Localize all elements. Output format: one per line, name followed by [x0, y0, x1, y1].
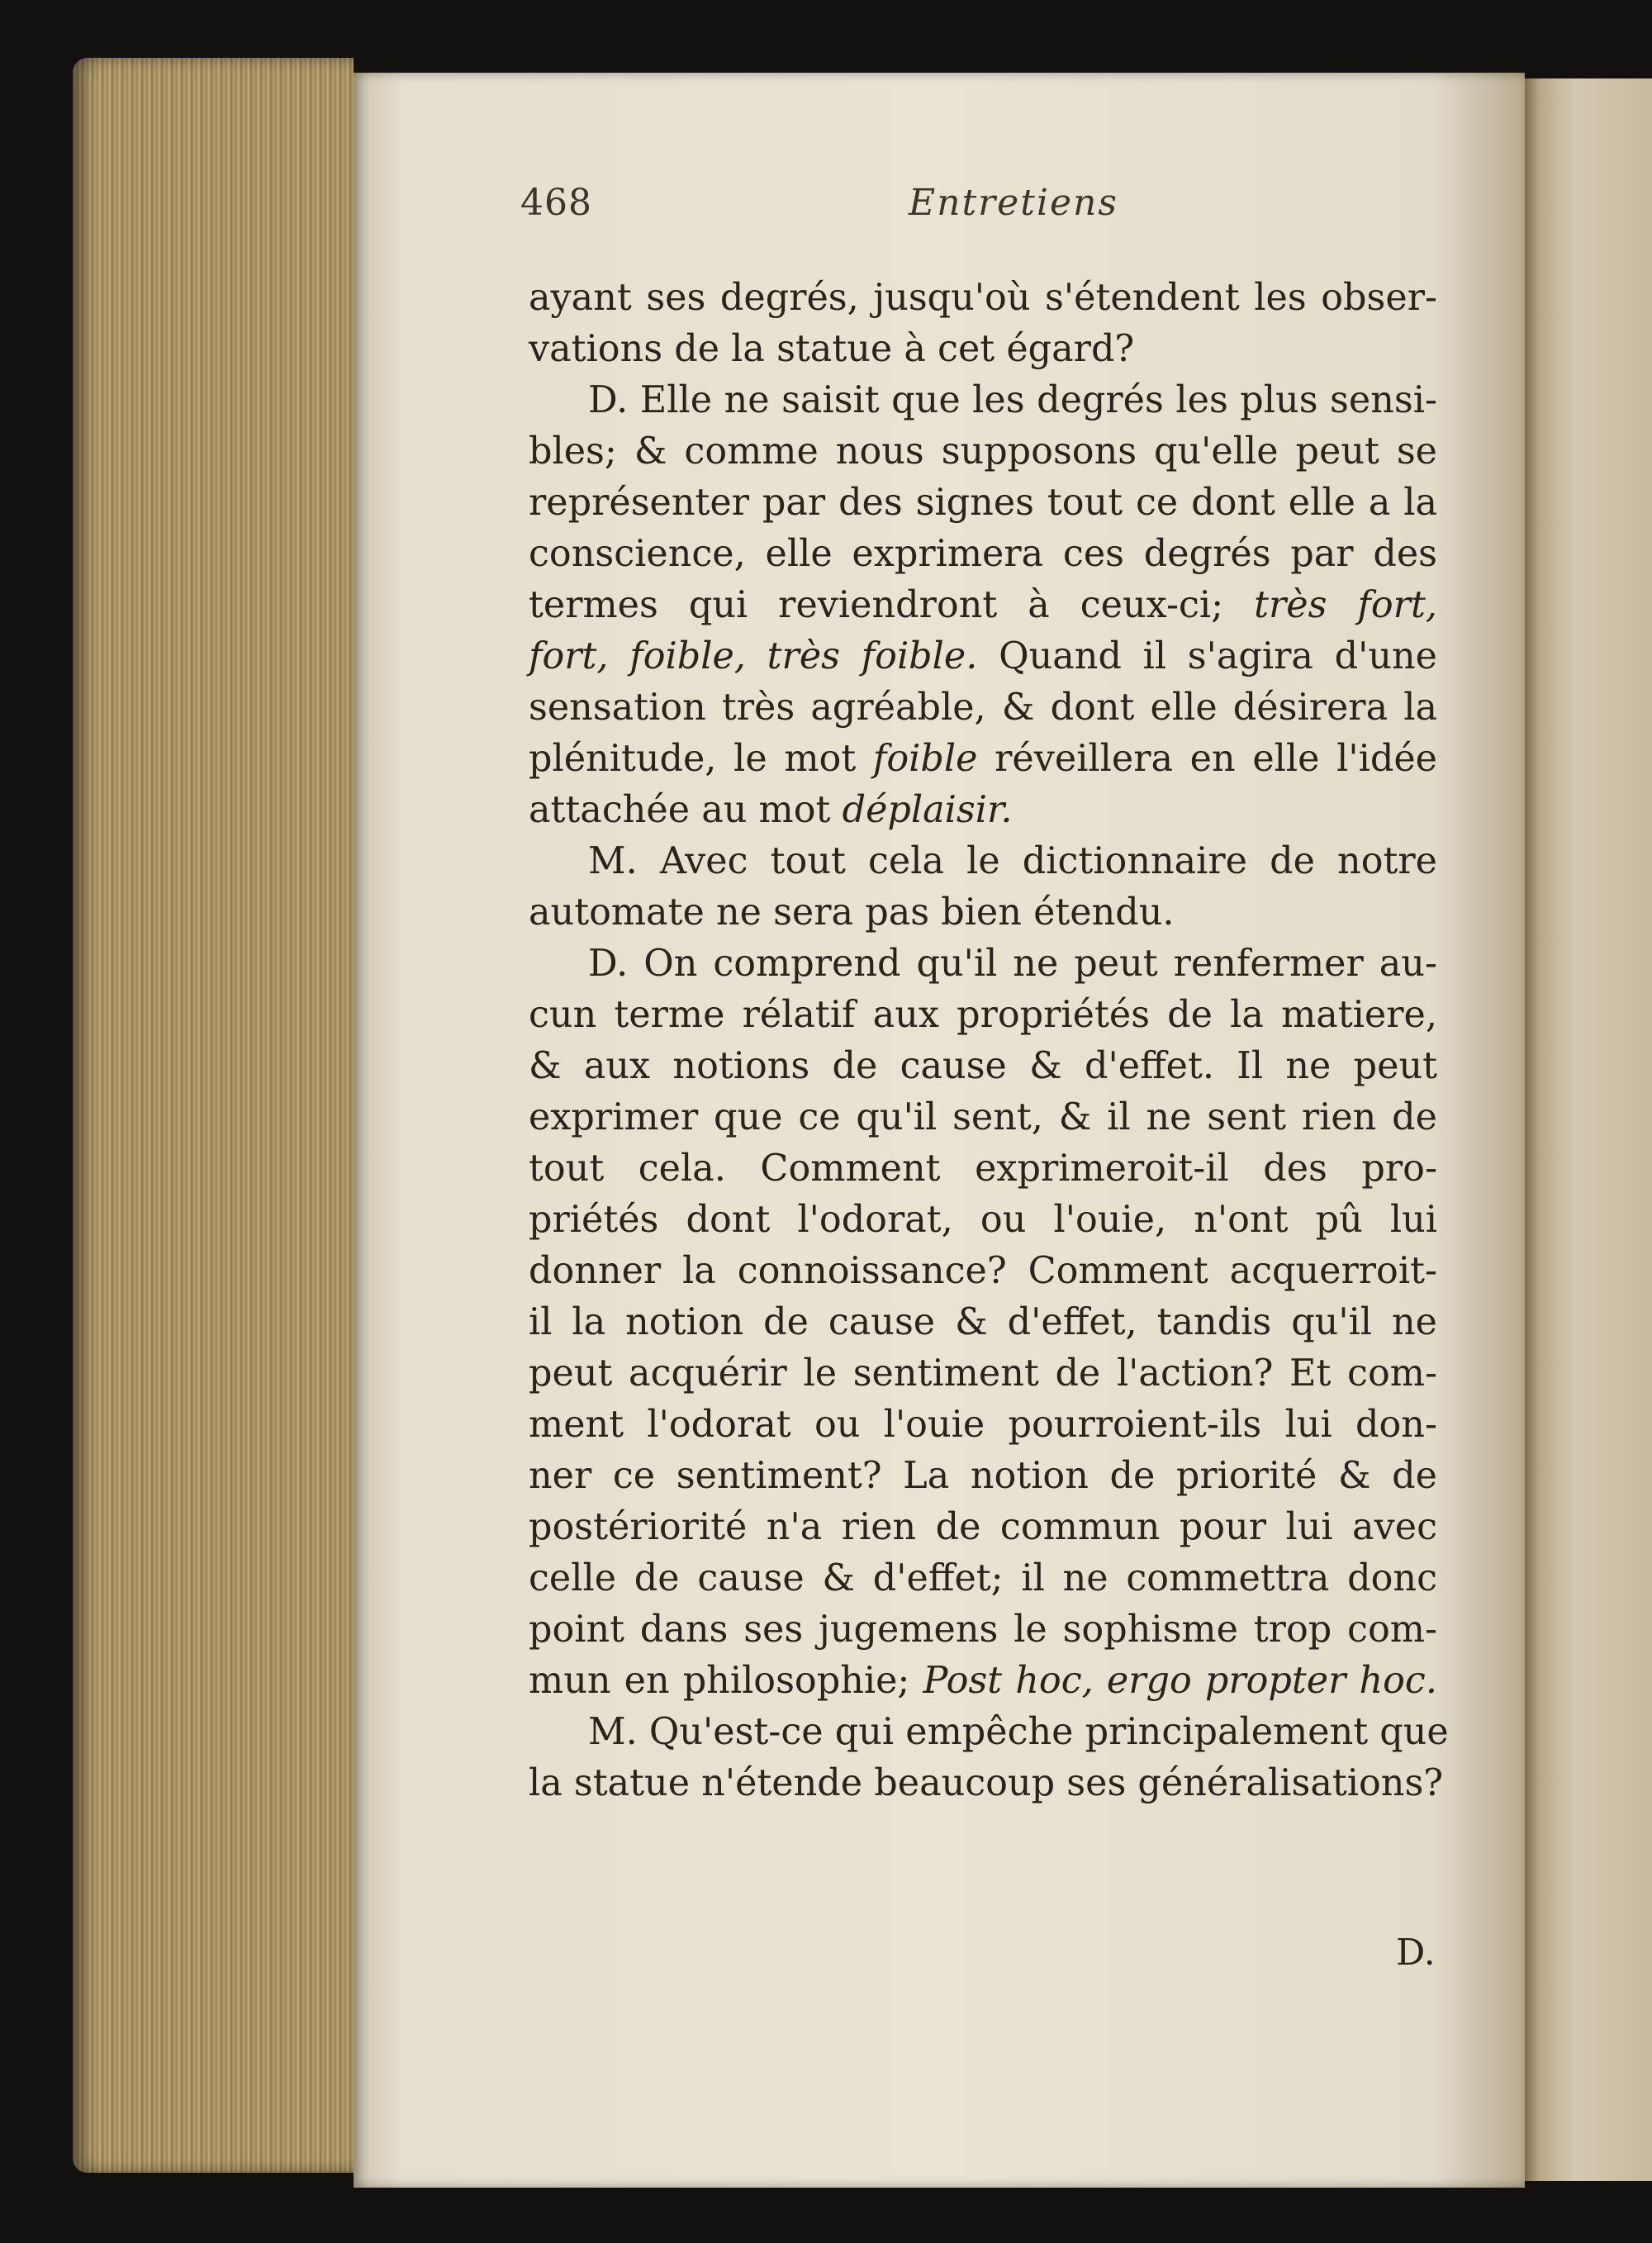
text-line: vations de la statue à cet égard? — [529, 328, 1135, 370]
text-line: cun terme rélatif aux propriétés de la matiere, — [529, 994, 1437, 1036]
text-line: priétés dont l'odorat, ou l'ouie, n'ont pû lui — [529, 1199, 1437, 1241]
text-segment: réveillera en elle l'idée — [995, 738, 1437, 780]
italic-term: très fort, — [1254, 584, 1437, 626]
running-head — [520, 182, 1454, 231]
italic-term: fort, foible, très foible. — [529, 635, 978, 677]
page-number: 468 — [520, 182, 592, 224]
text-line — [529, 580, 1437, 631]
text-segment: mun en philosophie; — [529, 1660, 910, 1702]
text-line: conscience, elle exprimera ces degrés par des — [529, 533, 1437, 575]
text-segment: termes qui reviendront à ceux-ci; — [529, 584, 1224, 626]
text-line: la statue n'étende beaucoup ses généralisations? — [529, 1762, 1444, 1804]
catchword: D. — [1396, 1932, 1436, 1974]
italic-term: déplaisir. — [842, 789, 1013, 831]
text-line — [529, 1656, 1437, 1707]
italic-term: Post hoc, ergo propter hoc. — [923, 1660, 1437, 1702]
text-line: exprimer que ce qu'il sent, & il ne sent rien de — [529, 1096, 1437, 1138]
text-line: peut acquérir le sentiment de l'action? Et com- — [529, 1352, 1437, 1395]
right-page-edge — [1525, 78, 1652, 2181]
text-line: celle de cause & d'effet; il ne commettra donc — [529, 1557, 1437, 1599]
text-line — [529, 785, 1437, 836]
text-line — [529, 631, 1437, 682]
text-line: donner la connoissance? Comment acquerroit- — [529, 1250, 1437, 1292]
text-line: D. On comprend qu'il ne peut renfermer au- — [588, 943, 1437, 985]
text-line: ner ce sentiment? La notion de priorité & de — [529, 1455, 1437, 1497]
text-line: tout cela. Comment exprimeroit-il des pro- — [529, 1148, 1437, 1190]
text-segment: attachée au mot — [529, 789, 831, 831]
text-line: il la notion de cause & d'effet, tandis qu'il ne — [529, 1301, 1437, 1343]
page-edges — [73, 58, 354, 2173]
text-segment: Quand il s'agira d'une — [999, 635, 1437, 677]
text-line: point dans ses jugemens le sophisme trop com- — [529, 1609, 1437, 1651]
text-line: représenter par des signes tout ce dont elle a la — [529, 482, 1437, 524]
text-line: automate ne sera pas bien étendu. — [529, 891, 1175, 934]
text-line: M. Qu'est-ce qui empêche principalement que — [588, 1711, 1449, 1753]
text-line — [529, 734, 1437, 785]
running-title: Entretiens — [909, 182, 1118, 224]
text-line: sensation très agréable, & dont elle désirera la — [529, 687, 1437, 729]
text-segment: plénitude, le mot — [529, 738, 857, 780]
text-line: ment l'odorat ou l'ouie pourroient-ils lui don- — [529, 1404, 1437, 1446]
text-line: D. Elle ne saisit que les degrés les plus sensi- — [588, 379, 1437, 421]
body-text — [529, 273, 1449, 1809]
italic-term: foible — [872, 738, 978, 780]
text-line: ayant ses degrés, jusqu'où s'étendent les obser- — [529, 277, 1437, 319]
text-line: bles; & comme nous supposons qu'elle peut se — [529, 430, 1437, 473]
text-line: M. Avec tout cela le dictionnaire de notre — [588, 840, 1437, 882]
text-line: postériorité n'a rien de commun pour lui avec — [529, 1506, 1437, 1548]
text-line: & aux notions de cause & d'effet. Il ne peut — [529, 1045, 1437, 1087]
